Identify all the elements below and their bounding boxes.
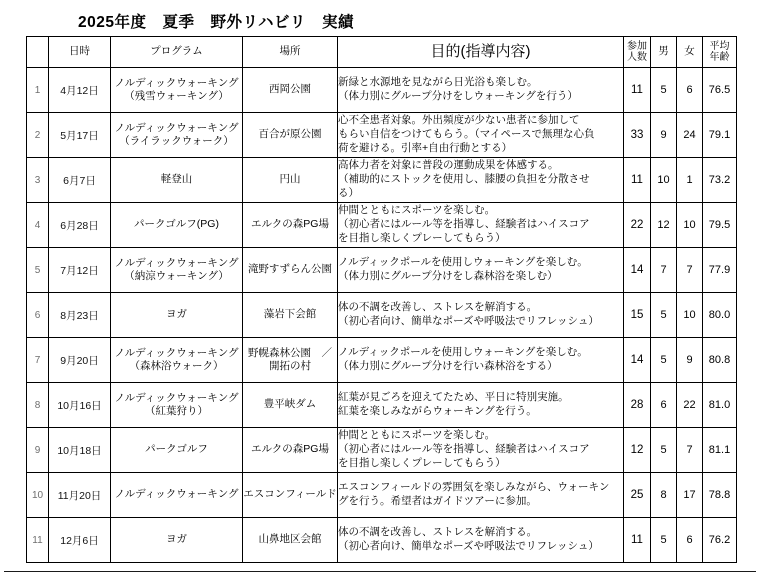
row-participants xyxy=(624,113,651,158)
row-purpose-line1: 新緑と水源地を見ながら日光浴も楽しむ。 xyxy=(338,76,538,89)
row-female-count-line1: 10 xyxy=(683,219,696,231)
row-number-line1: 2 xyxy=(34,129,41,141)
row-purpose-line3: 荷を避ける。引率+自由行動とする） xyxy=(338,141,513,154)
table-header xyxy=(27,37,737,68)
row-date-line1: 5月17日 xyxy=(60,129,99,142)
row-average-age xyxy=(703,518,737,563)
row-date xyxy=(49,473,111,518)
row-female-count xyxy=(677,473,703,518)
table-row xyxy=(27,203,737,248)
row-place-line1: 豊平峡ダム xyxy=(263,398,317,411)
row-date xyxy=(49,248,111,293)
table-row xyxy=(27,293,737,338)
row-purpose xyxy=(338,113,624,158)
row-participants xyxy=(624,473,651,518)
average-age-label-line2: 年齢 xyxy=(709,52,730,63)
row-purpose-line2: （体力別にグループ分けを行い森林浴をする） xyxy=(338,360,558,372)
participants-label-line2: 人数 xyxy=(627,52,647,63)
column-header-male: 男 xyxy=(651,37,677,68)
row-place xyxy=(243,338,338,383)
row-participants-line1: 12 xyxy=(630,444,644,456)
row-male-count-line1: 9 xyxy=(660,129,667,141)
row-place xyxy=(243,68,338,113)
row-number xyxy=(27,428,49,473)
row-place xyxy=(243,203,338,248)
row-place-line1: エルクの森PG場 xyxy=(251,443,329,456)
row-participants-line1: 11 xyxy=(631,534,643,546)
column-header-participants xyxy=(624,37,651,68)
row-average-age-line1: 80.8 xyxy=(708,354,731,366)
row-average-age-line1: 80.0 xyxy=(708,309,731,321)
row-number xyxy=(27,518,49,563)
row-program xyxy=(111,158,243,203)
row-program xyxy=(111,518,243,563)
row-purpose-line3: を目指し楽しくプレーしてもらう） xyxy=(338,456,506,469)
row-male-count xyxy=(651,158,677,203)
row-purpose xyxy=(338,293,624,338)
row-program-line1: ノルディックウォーキング xyxy=(114,488,239,501)
row-date xyxy=(49,293,111,338)
row-number xyxy=(27,113,49,158)
row-female-count xyxy=(677,203,703,248)
row-male-count-line1: 5 xyxy=(660,354,667,366)
row-place-line1: 野幌森林公園 ／ xyxy=(248,346,332,359)
row-participants-line1: 14 xyxy=(630,354,644,366)
row-program-line2: （森林浴ウォーク） xyxy=(129,360,224,372)
row-purpose xyxy=(338,383,624,428)
row-purpose xyxy=(338,203,624,248)
row-number-line1: 1 xyxy=(34,84,41,96)
row-number xyxy=(27,248,49,293)
row-purpose-line2: （体力別にグループ分けをし森林浴を楽しむ） xyxy=(338,270,558,282)
row-participants-line1: 33 xyxy=(630,129,644,141)
row-participants-line1: 15 xyxy=(630,309,644,321)
row-female-count xyxy=(677,383,703,428)
row-program-line1: ノルディックウォーキング xyxy=(114,346,239,359)
row-place-line1: 山鼻地区会館 xyxy=(258,533,322,546)
row-female-count xyxy=(677,518,703,563)
row-male-count-line1: 5 xyxy=(660,309,667,321)
row-date-line1: 8月23日 xyxy=(60,309,99,322)
row-purpose-line1: 仲間とともにスポーツを楽しむ。 xyxy=(338,429,496,442)
row-average-age-line1: 79.1 xyxy=(708,129,731,141)
row-female-count-line1: 9 xyxy=(686,354,693,366)
row-program-line1: パークゴルフ xyxy=(145,443,208,456)
column-header-program: プログラム xyxy=(111,37,243,68)
row-place xyxy=(243,383,338,428)
row-male-count-line1: 7 xyxy=(660,264,667,276)
row-participants-line1: 25 xyxy=(630,489,644,501)
row-purpose-line2: もらい自信をつけてもらう。（マイペースで無理な心負 xyxy=(338,128,595,141)
row-program-line1: ノルディックウォーキング xyxy=(114,121,239,134)
table-body xyxy=(27,68,737,563)
row-male-count-line1: 12 xyxy=(657,219,670,231)
table-row xyxy=(27,113,737,158)
row-number-line1: 8 xyxy=(34,399,41,411)
row-female-count-line1: 6 xyxy=(686,534,693,546)
row-purpose-line2: （補助的にストックを使用し、膝腰の負担を分散させ xyxy=(338,173,590,186)
row-date xyxy=(49,158,111,203)
row-female-count-line1: 7 xyxy=(686,264,693,276)
row-purpose xyxy=(338,428,624,473)
row-number-line1: 11 xyxy=(32,534,43,546)
row-place xyxy=(243,158,338,203)
row-date-line1: 6月7日 xyxy=(63,174,96,187)
row-program xyxy=(111,203,243,248)
row-male-count xyxy=(651,518,677,563)
row-program xyxy=(111,473,243,518)
row-number xyxy=(27,383,49,428)
row-participants-line1: 22 xyxy=(630,219,644,231)
row-female-count-line1: 22 xyxy=(683,399,696,411)
row-female-count-line1: 1 xyxy=(686,174,693,186)
row-program-line1: ヨガ xyxy=(166,308,187,321)
row-female-count xyxy=(677,158,703,203)
row-place xyxy=(243,293,338,338)
table-row xyxy=(27,158,737,203)
row-average-age xyxy=(703,428,737,473)
row-purpose-line1: エスコンフィールドの雰囲気を楽しみながら、ウォーキン xyxy=(338,481,610,494)
row-place xyxy=(243,113,338,158)
row-purpose xyxy=(338,158,624,203)
row-average-age xyxy=(703,68,737,113)
row-purpose-line2: （初心者にはルール等を指導し、経験者はハイスコア xyxy=(338,218,590,231)
row-date xyxy=(49,113,111,158)
row-male-count xyxy=(651,248,677,293)
row-place-line1: 滝野すずらん公園 xyxy=(247,263,333,276)
row-purpose-line1: 心不全患者対象。外出頻度が少ない患者に参加して xyxy=(338,114,580,127)
table-row xyxy=(27,383,737,428)
header-row xyxy=(27,37,737,68)
row-number xyxy=(27,158,49,203)
row-participants xyxy=(624,338,651,383)
row-male-count-line1: 6 xyxy=(660,399,667,411)
row-date xyxy=(49,203,111,248)
row-date-line1: 9月20日 xyxy=(60,354,99,367)
row-average-age-line1: 77.9 xyxy=(708,264,731,276)
row-male-count-line1: 5 xyxy=(660,444,667,456)
row-male-count-line1: 8 xyxy=(660,489,667,501)
row-male-count-line1: 10 xyxy=(657,174,670,186)
row-program xyxy=(111,248,243,293)
row-participants xyxy=(624,203,651,248)
row-date-line1: 12月6日 xyxy=(60,534,99,547)
row-female-count xyxy=(677,68,703,113)
row-place-line2: 開拓の村 xyxy=(269,360,311,372)
row-participants xyxy=(624,383,651,428)
row-number-line1: 5 xyxy=(34,264,41,276)
row-program-line1: ノルディックウォーキング xyxy=(114,76,239,89)
row-program-line1: ヨガ xyxy=(166,533,187,546)
table-row xyxy=(27,248,737,293)
row-program-line1: 軽登山 xyxy=(160,173,193,186)
row-place xyxy=(243,428,338,473)
row-purpose-line3: を目指し楽しくプレーしてもらう） xyxy=(338,231,506,244)
column-header-place: 場所 xyxy=(243,37,338,68)
row-female-count-line1: 24 xyxy=(683,129,696,141)
row-participants xyxy=(624,518,651,563)
row-purpose-line1: 高体力者を対象に普段の運動成果を体感する。 xyxy=(338,159,559,172)
row-purpose-line2: （初心者にはルール等を指導し、経験者はハイスコア xyxy=(338,443,590,456)
row-number-line1: 6 xyxy=(34,309,41,321)
row-date-line1: 4月12日 xyxy=(60,84,99,97)
row-date-line1: 10月18日 xyxy=(57,444,102,457)
column-header-purpose: 目的(指導内容) xyxy=(338,37,624,68)
average-age-label-line1: 平均 xyxy=(709,40,730,52)
row-place-line1: 藻岩下会館 xyxy=(263,308,317,321)
row-average-age xyxy=(703,203,737,248)
row-program xyxy=(111,68,243,113)
row-program-line2: （納涼ウォーキング） xyxy=(124,270,229,282)
row-male-count xyxy=(651,428,677,473)
row-participants xyxy=(624,158,651,203)
row-program-line1: ノルディックウォーキング xyxy=(114,391,239,404)
row-average-age-line1: 76.5 xyxy=(708,84,731,96)
row-average-age xyxy=(703,248,737,293)
row-purpose-line1: 紅葉が見ごろを迎えてたため、平日に特別実施。 xyxy=(338,391,569,404)
row-number-line1: 7 xyxy=(34,354,41,366)
row-date xyxy=(49,518,111,563)
table-row xyxy=(27,68,737,113)
row-participants xyxy=(624,293,651,338)
row-number xyxy=(27,203,49,248)
row-date xyxy=(49,428,111,473)
row-program xyxy=(111,293,243,338)
row-purpose-line1: ノルディックポールを使用しウォーキングを楽しむ。 xyxy=(338,346,588,359)
row-program xyxy=(111,113,243,158)
row-date xyxy=(49,383,111,428)
row-program-line2: （残雪ウォーキング） xyxy=(124,90,229,102)
column-header-no xyxy=(27,37,49,68)
row-program xyxy=(111,338,243,383)
row-number-line1: 9 xyxy=(34,444,41,456)
row-female-count-line1: 10 xyxy=(683,309,696,321)
row-date-line1: 10月16日 xyxy=(57,399,102,412)
row-date xyxy=(49,338,111,383)
row-place-line1: エスコンフィールド xyxy=(243,488,337,501)
row-participants xyxy=(624,248,651,293)
row-purpose-line3: る） xyxy=(338,186,359,199)
row-female-count xyxy=(677,248,703,293)
row-purpose-line2: 紅葉を楽しみながらウォーキングを行う。 xyxy=(338,405,537,417)
row-program xyxy=(111,383,243,428)
row-purpose xyxy=(338,473,624,518)
row-average-age xyxy=(703,383,737,428)
row-average-age xyxy=(703,338,737,383)
row-participants xyxy=(624,428,651,473)
row-average-age xyxy=(703,158,737,203)
participants-label-line1: 参加 xyxy=(627,40,647,52)
row-number xyxy=(27,68,49,113)
row-purpose xyxy=(338,248,624,293)
row-purpose-line1: 仲間とともにスポーツを楽しむ。 xyxy=(338,204,496,217)
row-female-count xyxy=(677,293,703,338)
row-place xyxy=(243,518,338,563)
column-header-date: 日時 xyxy=(49,37,111,68)
row-average-age-line1: 81.1 xyxy=(708,444,731,456)
row-male-count xyxy=(651,338,677,383)
row-participants-line1: 11 xyxy=(631,84,643,96)
row-purpose-line2: （初心者向け、簡単なポーズや呼吸法でリフレッシュ） xyxy=(338,315,599,327)
row-male-count xyxy=(651,113,677,158)
row-purpose-line2: （体力別にグループ分けをしウォーキングを行う） xyxy=(338,90,578,102)
row-date xyxy=(49,68,111,113)
row-program xyxy=(111,428,243,473)
row-average-age xyxy=(703,113,737,158)
row-participants-line1: 14 xyxy=(630,264,644,276)
row-male-count xyxy=(651,293,677,338)
row-place-line1: 円山 xyxy=(279,173,301,186)
column-header-female: 女 xyxy=(677,37,703,68)
table-row xyxy=(27,473,737,518)
row-female-count-line1: 6 xyxy=(686,84,693,96)
row-average-age-line1: 81.0 xyxy=(708,399,731,411)
row-purpose-line1: 体の不調を改善し、ストレスを解消する。 xyxy=(338,301,538,314)
row-male-count xyxy=(651,68,677,113)
row-date-line1: 11月20日 xyxy=(57,489,102,502)
row-program-line1: ノルディックウォーキング xyxy=(114,256,239,269)
row-purpose-line2: グを行う。希望者はガイドツアーに参加。 xyxy=(338,495,537,507)
row-female-count-line1: 7 xyxy=(686,444,693,456)
row-purpose xyxy=(338,338,624,383)
row-male-count-line1: 5 xyxy=(660,534,667,546)
row-average-age-line1: 76.2 xyxy=(708,534,731,546)
row-male-count-line1: 5 xyxy=(660,84,667,96)
outdoor-rehab-results-table xyxy=(26,36,737,563)
row-place-line1: エルクの森PG場 xyxy=(251,218,329,231)
column-header-average-age xyxy=(703,37,737,68)
row-number xyxy=(27,293,49,338)
row-participants-line1: 28 xyxy=(630,399,644,411)
table-row xyxy=(27,338,737,383)
page-title: 2025年度 夏季 野外リハビリ 実績 xyxy=(78,14,355,31)
row-number-line1: 3 xyxy=(34,174,41,186)
row-male-count xyxy=(651,473,677,518)
row-average-age-line1: 78.8 xyxy=(708,489,731,501)
row-average-age-line1: 73.2 xyxy=(708,174,731,186)
row-male-count xyxy=(651,203,677,248)
row-number-line1: 10 xyxy=(31,489,44,501)
row-female-count xyxy=(677,338,703,383)
table-row xyxy=(27,428,737,473)
row-date-line1: 7月12日 xyxy=(60,264,99,277)
row-date-line1: 6月28日 xyxy=(60,219,99,232)
row-female-count-line1: 17 xyxy=(683,489,696,501)
row-purpose-line1: 体の不調を改善し、ストレスを解消する。 xyxy=(338,526,538,539)
row-place-line1: 西岡公園 xyxy=(269,83,311,96)
row-purpose xyxy=(338,518,624,563)
row-average-age xyxy=(703,293,737,338)
row-purpose-line1: ノルディックポールを使用しウォーキングを楽しむ。 xyxy=(338,256,588,269)
row-participants xyxy=(624,68,651,113)
row-participants-line1: 11 xyxy=(631,174,643,186)
row-number-line1: 4 xyxy=(34,219,41,231)
row-male-count xyxy=(651,383,677,428)
row-number xyxy=(27,473,49,518)
table-row xyxy=(27,518,737,563)
row-average-age xyxy=(703,473,737,518)
row-average-age-line1: 79.5 xyxy=(708,219,731,231)
row-purpose-line2: （初心者向け、簡単なポーズや呼吸法でリフレッシュ） xyxy=(338,540,599,552)
row-place xyxy=(243,248,338,293)
row-program-line1: パークゴルフ(PG) xyxy=(134,218,219,231)
row-program-line2: （紅葉狩り） xyxy=(145,405,208,417)
footer-divider xyxy=(4,571,756,572)
row-place-line1: 百合が原公園 xyxy=(258,128,322,141)
row-female-count xyxy=(677,113,703,158)
row-purpose xyxy=(338,68,624,113)
row-place xyxy=(243,473,338,518)
row-program-line2: （ライラックウォーク） xyxy=(119,135,234,147)
row-number xyxy=(27,338,49,383)
row-female-count xyxy=(677,428,703,473)
